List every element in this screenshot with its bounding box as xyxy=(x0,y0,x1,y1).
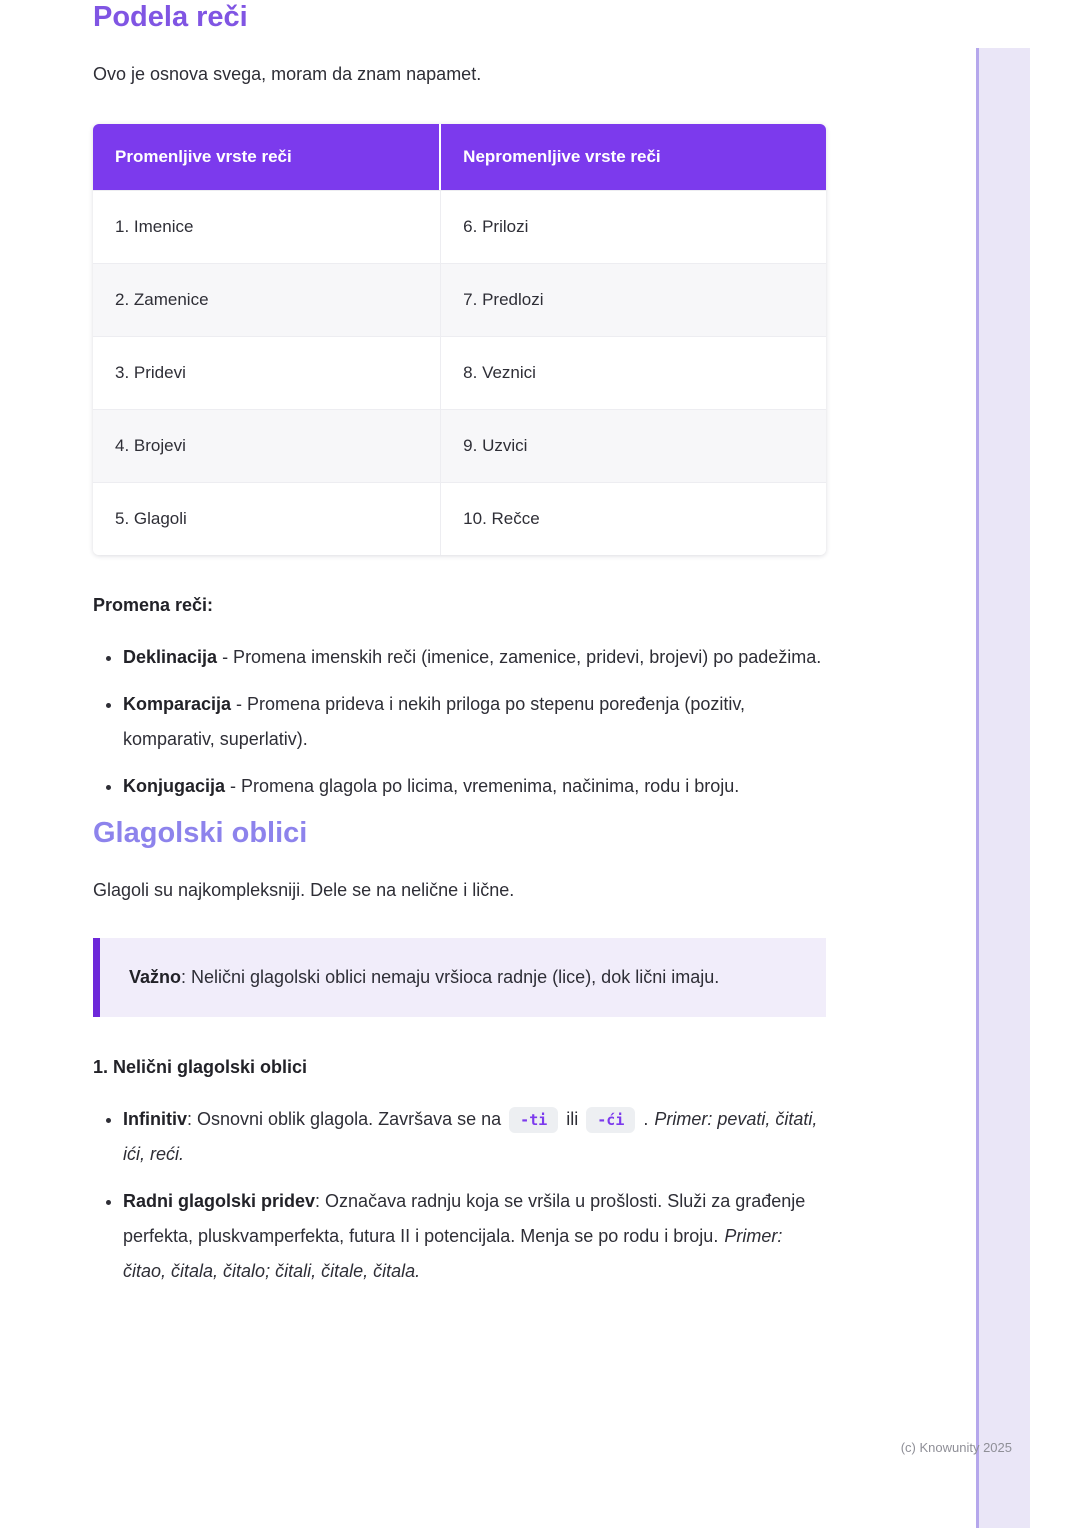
term-desc: - Promena prideva i nekih priloga po stepenu poređenja (pozitiv, komparativ, superlativ). xyxy=(123,693,746,749)
list-item-radni-pridev xyxy=(123,1184,826,1289)
conjunction-text: ili xyxy=(566,1109,579,1130)
table-cell: 2. Zamenice xyxy=(93,263,441,336)
code-chip-ti: -ti xyxy=(509,1107,558,1133)
copyright-watermark: (c) Knowunity 2025 xyxy=(900,1440,1012,1455)
table-cell: 4. Brojevi xyxy=(93,409,441,482)
code-chip-ci: -ći xyxy=(586,1107,635,1133)
word-types-table xyxy=(93,124,826,555)
table-row xyxy=(93,482,826,555)
table-row xyxy=(93,263,826,336)
list-item-deklinacija xyxy=(123,640,826,675)
list-item-komparacija xyxy=(123,687,826,757)
table-row xyxy=(93,409,826,482)
infinitiv-text: : Osnovni oblik glagola. Završava se na xyxy=(187,1109,502,1130)
promena-list xyxy=(93,640,826,804)
table-row xyxy=(93,190,826,263)
heading-podela-reci: Podela reči xyxy=(93,1,248,33)
table-cell: 7. Predlozi xyxy=(441,263,826,336)
intro-paragraph: Ovo je osnova svega, moram da znam napamet. xyxy=(93,63,482,84)
term-desc: - Promena glagola po licima, vremenima, načinima, rodu i broju. xyxy=(225,776,740,797)
radni-text: : Označava radnju koja se vršila u prošlosti. Služi za građenje perfekta, pluskvamperfekta, futura II i potencijala. Menja se po rodu i broju. xyxy=(123,1191,806,1247)
glagoli-paragraph: Glagoli su najkompleksniji. Dele se na nelične i lične. xyxy=(93,879,515,900)
table-header-cell: Promenljive vrste reči xyxy=(93,124,441,190)
table-row xyxy=(93,336,826,409)
term-label: Komparacija xyxy=(123,693,232,714)
period-text: . xyxy=(643,1109,649,1130)
list-item-infinitiv xyxy=(123,1102,826,1172)
table-header-row xyxy=(93,124,826,190)
list-item-konjugacija xyxy=(123,769,826,804)
callout-paragraph xyxy=(129,960,790,995)
callout-text: : Nelični glagolski oblici nemaju vršioca radnje (lice), dok lični imaju. xyxy=(181,966,720,987)
nelicni-list xyxy=(93,1102,826,1289)
table-header-cell: Nepromenljive vrste reči xyxy=(441,124,826,190)
primer-italic: Primer: čitao, čitala, čitalo; čitali, čitale, čitala. xyxy=(123,1226,783,1282)
page-edge-strip xyxy=(976,48,1030,1528)
table-cell: 9. Uzvici xyxy=(441,409,826,482)
document-page xyxy=(93,0,826,1302)
table-cell: 8. Veznici xyxy=(441,336,826,409)
subheading-nelicni: 1. Nelični glagolski oblici xyxy=(93,1057,308,1078)
table-cell: 1. Imenice xyxy=(93,190,441,263)
table-cell: 5. Glagoli xyxy=(93,482,441,555)
heading-glagolski-oblici: Glagolski oblici xyxy=(93,817,308,850)
term-label: Konjugacija xyxy=(123,776,226,797)
term-label: Infinitiv xyxy=(123,1109,187,1130)
primer-italic: Primer: pevati, čitati, ići, reći. xyxy=(123,1109,818,1165)
callout-term: Važno xyxy=(129,966,182,987)
table-cell: 6. Prilozi xyxy=(441,190,826,263)
term-desc: - Promena imenskih reči (imenice, zamenice, pridevi, brojevi) po padežima. xyxy=(217,646,822,667)
promena-reci-heading: Promena reči: xyxy=(93,594,214,615)
table-cell: 3. Pridevi xyxy=(93,336,441,409)
term-label: Deklinacija xyxy=(123,646,218,667)
term-label: Radni glagolski pridev xyxy=(123,1191,316,1212)
vazno-callout xyxy=(93,938,826,1017)
table-cell: 10. Rečce xyxy=(441,482,826,555)
